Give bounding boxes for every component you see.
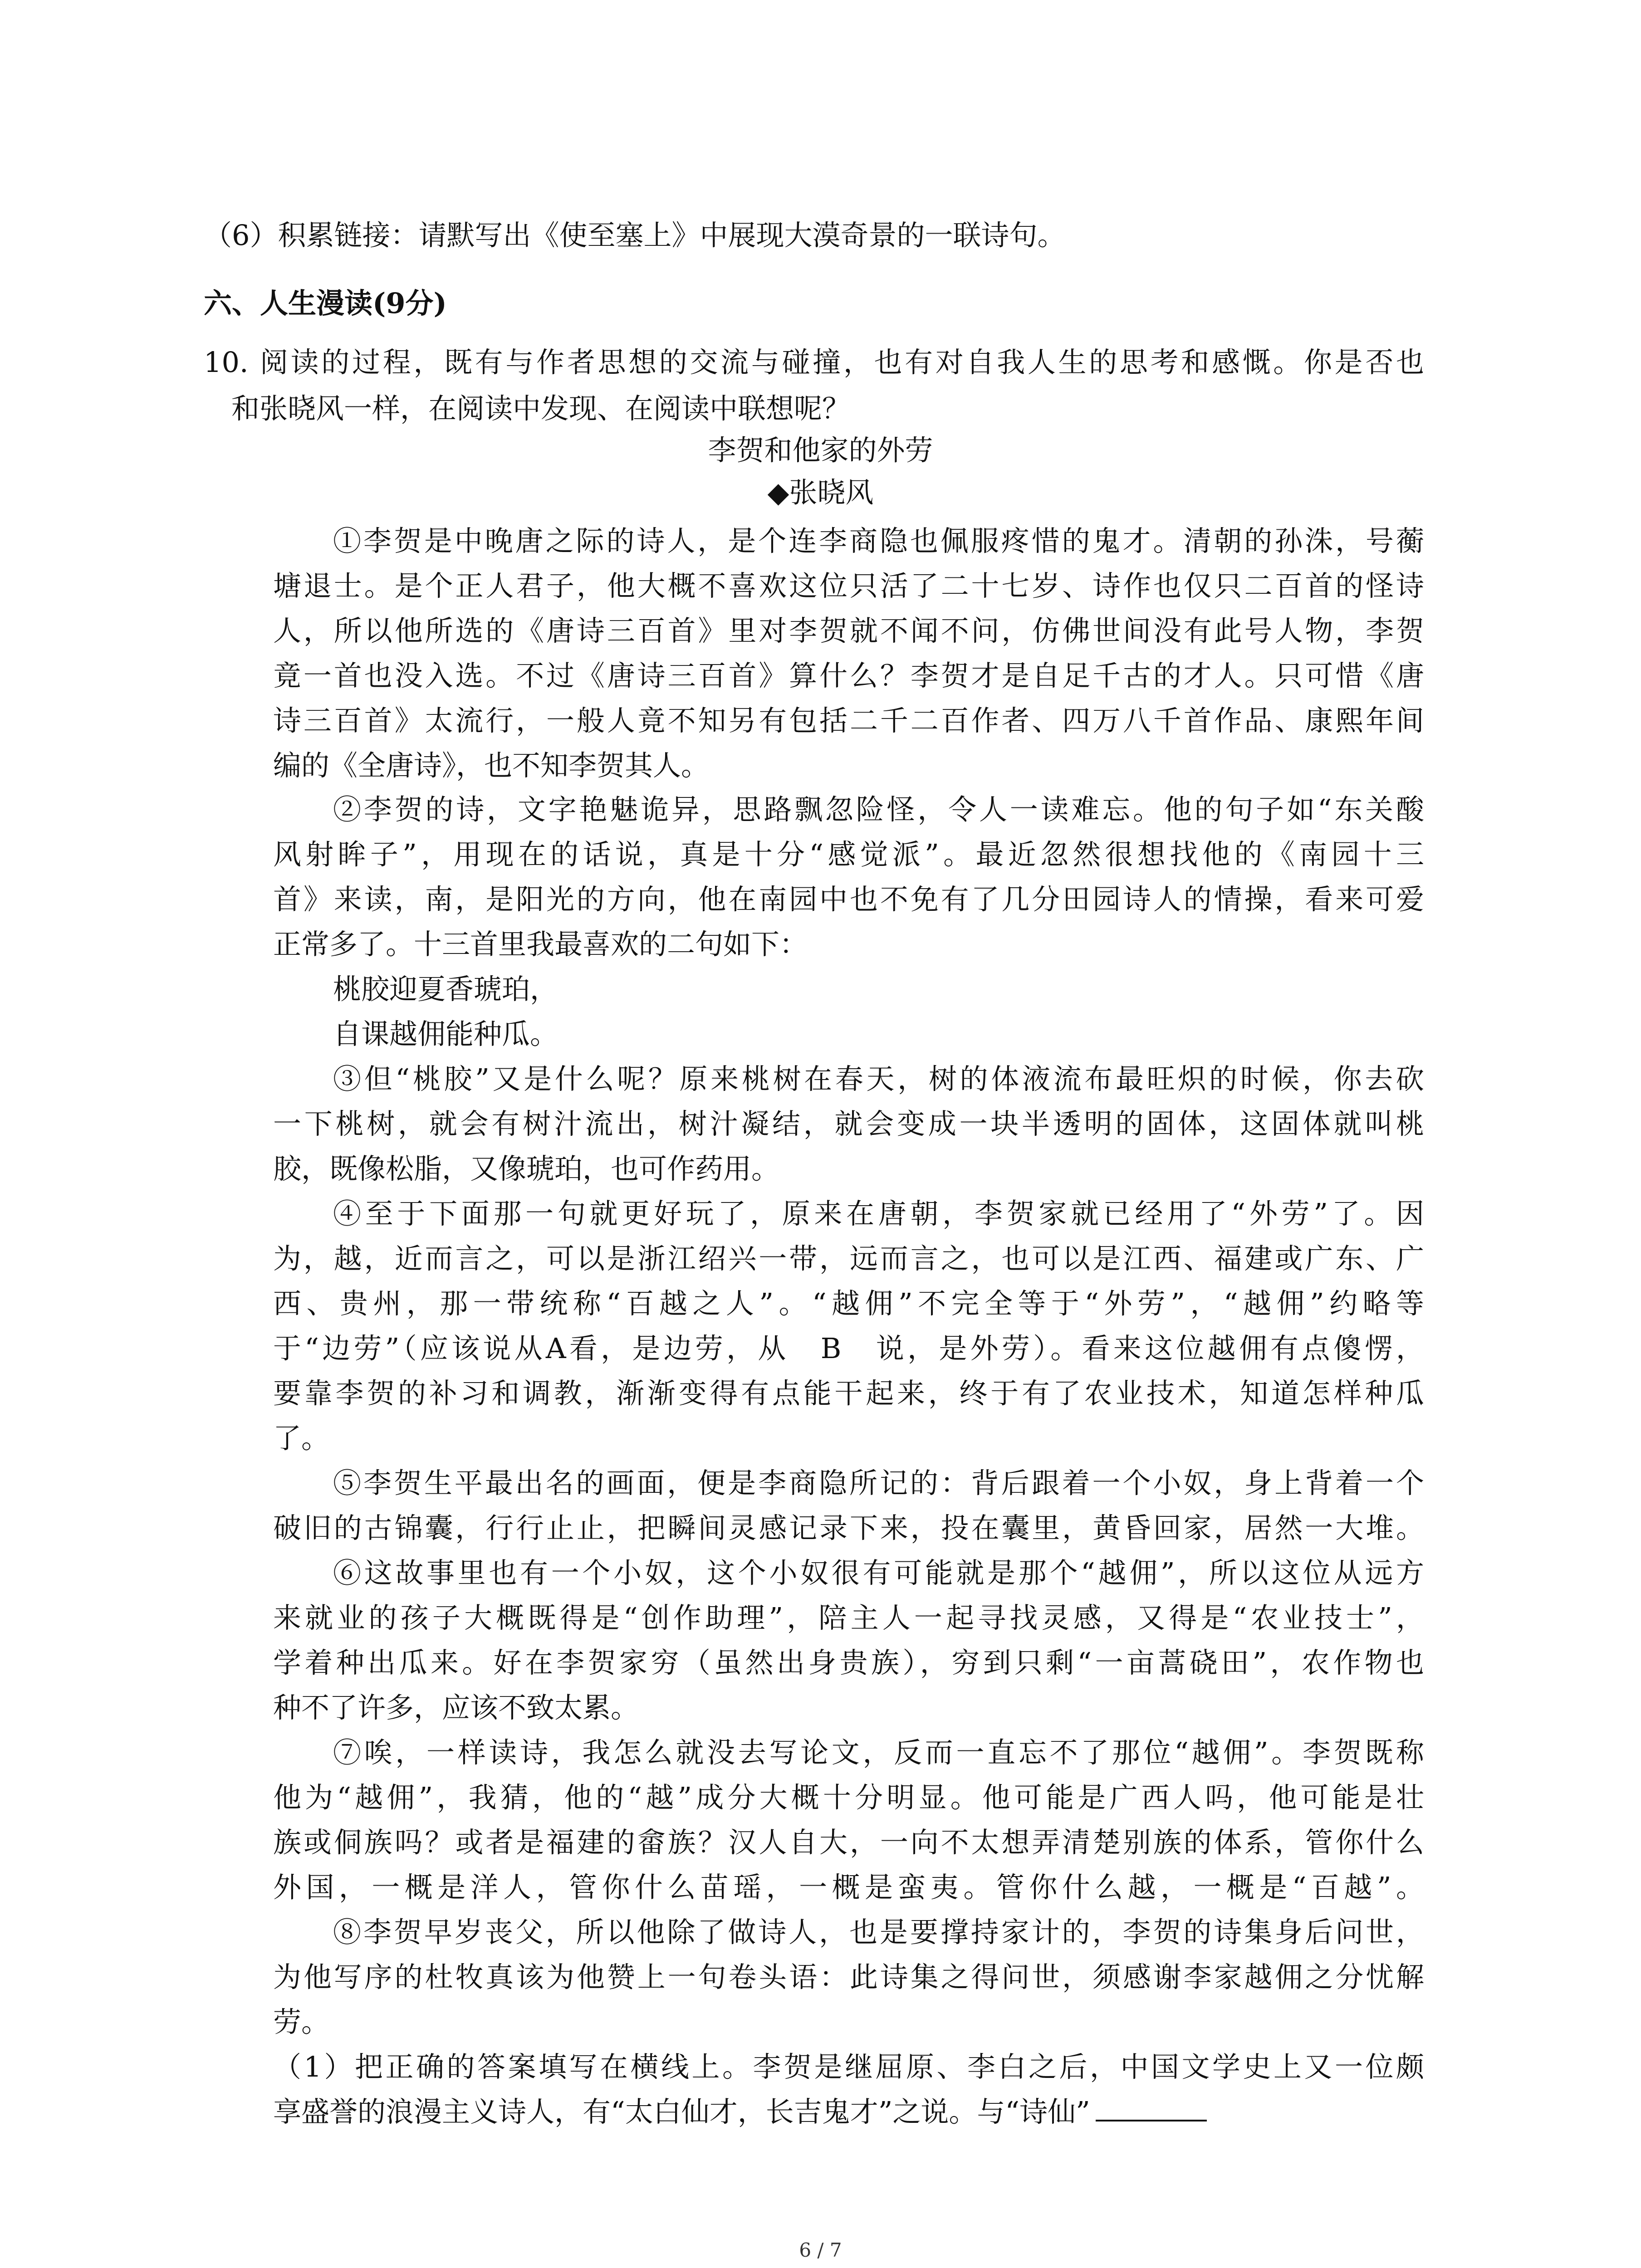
question-10-intro-line-1: 10. 阅读的过程，既有与作者思想的交流与碰撞，也有对自我人生的思考和感慨。你是否也 (204, 346, 1424, 379)
article-line: ④至于下面那一句就更好玩了，原来在唐朝，李贺家就已经用了“外劳”了。因 (333, 1197, 1424, 1230)
article-line: 一下桃树，就会有树汁流出，树汁凝结，就会变成一块半透明的固体，这固体就叫桃 (273, 1107, 1424, 1140)
article-line: ①李贺是中晚唐之际的诗人，是个连李商隐也佩服疼惜的鬼才。清朝的孙洙，号蘅 (333, 524, 1424, 557)
page-number: 6 / 7 (799, 2239, 842, 2261)
article-line: 要靠李贺的补习和调教，渐渐变得有点能干起来，终于有了农业技术，知道怎样种瓜 (273, 1377, 1424, 1410)
article-line: 编的《全唐诗》，也不知李贺其人。 (273, 749, 710, 782)
article-line: ⑥这故事里也有一个小奴，这个小奴很有可能就是那个“越佣”，所以这位从远方 (333, 1556, 1424, 1589)
article-line: 了。 (273, 1422, 330, 1455)
article-line: 他为“越佣”，我猜，他的“越”成分大概十分明显。他可能是广西人吗，他可能是壮 (273, 1781, 1424, 1814)
article-line: 正常多了。十三首里我最喜欢的二句如下： (273, 928, 808, 961)
article-line: 胶，既像松脂，又像琥珀，也可作药用。 (273, 1152, 780, 1185)
article-line: 族或侗族吗？或者是福建的畲族？汉人自大，一向不太想弄清楚别族的体系，管你什么 (273, 1826, 1424, 1859)
article-title: 李贺和他家的外劳 (708, 434, 933, 467)
question-10-item-1-text: 享盛誉的浪漫主义诗人，有“太白仙才，长吉鬼才”之说。与“诗仙” (273, 2095, 1090, 2128)
question-10-item-1-line-2 (273, 2095, 1424, 2128)
poem-line-2: 自课越佣能种瓜。 (333, 1017, 558, 1051)
article-line: 来就业的孩子大概既得是“创作助理”，陪主人一起寻找灵感，又得是“农业技士”， (273, 1601, 1424, 1634)
question-10-intro-line-2: 和张晓风一样，在阅读中发现、在阅读中联想呢？ (231, 392, 851, 425)
article-line: 人，所以他所选的《唐诗三百首》里对李贺就不闻不问，仿佛世间没有此号人物，李贺 (273, 614, 1424, 647)
article-line: 于“边劳”（应该说从A看，是边劳，从 B 说，是外劳）。看来这位越佣有点傻愣， (273, 1332, 1424, 1365)
article-line: 塘退士。是个正人君子，他大概不喜欢这位只活了二十七岁、诗作也仅只二百首的怪诗 (273, 569, 1424, 602)
article-line: 为他写序的杜牧真该为他赞上一句卷头语：此诗集之得问世，须感谢李家越佣之分忧解 (273, 1960, 1424, 1994)
article-line: 诗三百首》太流行，一般人竟不知另有包括二千二百作者、四万八千首作品、康熙年间 (273, 704, 1424, 737)
article-line: 外国，一概是洋人，管你什么苗瑶，一概是蛮夷。管你什么越，一概是“百越”。 (273, 1871, 1424, 1904)
article-line: 竟一首也没入选。不过《唐诗三百首》算什么？李贺才是自足千古的才人。只可惜《唐 (273, 659, 1424, 692)
article-line: 风射眸子”，用现在的话说，真是十分“感觉派”。最近忽然很想找他的《南园十三 (273, 838, 1424, 871)
article-line: ③但“桃胶”又是什么呢？原来桃树在春天，树的体液流布最旺炽的时候，你去砍 (333, 1062, 1424, 1095)
article-line: 首》来读，南，是阳光的方向，他在南园中也不免有了几分田园诗人的情操，看来可爱 (273, 883, 1424, 916)
article-line: 破旧的古锦囊，行行止止，把瞬间灵感记录下来，投在囊里，黄昏回家，居然一大堆。 (273, 1511, 1424, 1545)
section-title: 六、人生漫读(9分) (204, 287, 447, 320)
poem-line-1: 桃胶迎夏香琥珀， (333, 973, 558, 1006)
article-line: 学着种出瓜来。好在李贺家穷（虽然出身贵族），穷到只剩“一亩蒿硗田”，农作物也 (273, 1646, 1424, 1679)
article-line: ⑧李贺早岁丧父，所以他除了做诗人，也是要撑持家计的，李贺的诗集身后问世， (333, 1916, 1424, 1949)
article-line: 种不了许多，应该不致太累。 (273, 1691, 639, 1724)
article-line: ②李贺的诗，文字艳魅诡异，思路飘忽险怪，令人一读难忘。他的句子如“东关酸 (333, 793, 1424, 826)
article-line: ⑦唉，一样读诗，我怎么就没去写论文，反而一直忘不了那位“越佣”。李贺既称 (333, 1736, 1424, 1769)
article-line: 西、贵州，那一带统称“百越之人”。“越佣”不完全等于“外劳”，“越佣”约略等 (273, 1287, 1424, 1320)
article-author: ◆张晓风 (767, 476, 874, 509)
article-line: 劳。 (273, 2005, 330, 2038)
question-10-item-1-line-1: （1）把正确的答案填写在横线上。李贺是继屈原、李白之后，中国文学史上又一位颇 (273, 2050, 1424, 2083)
question-9-item-6: （6）积累链接：请默写出《使至塞上》中展现大漠奇景的一联诗句。 (204, 219, 1066, 252)
article-line: ⑤李贺生平最出名的画面，便是李商隐所记的：背后跟着一个小奴，身上背着一个 (333, 1466, 1424, 1500)
article-line: 为，越，近而言之，可以是浙江绍兴一带，远而言之，也可以是江西、福建或广东、广 (273, 1242, 1424, 1275)
answer-blank[interactable] (1096, 2120, 1207, 2121)
